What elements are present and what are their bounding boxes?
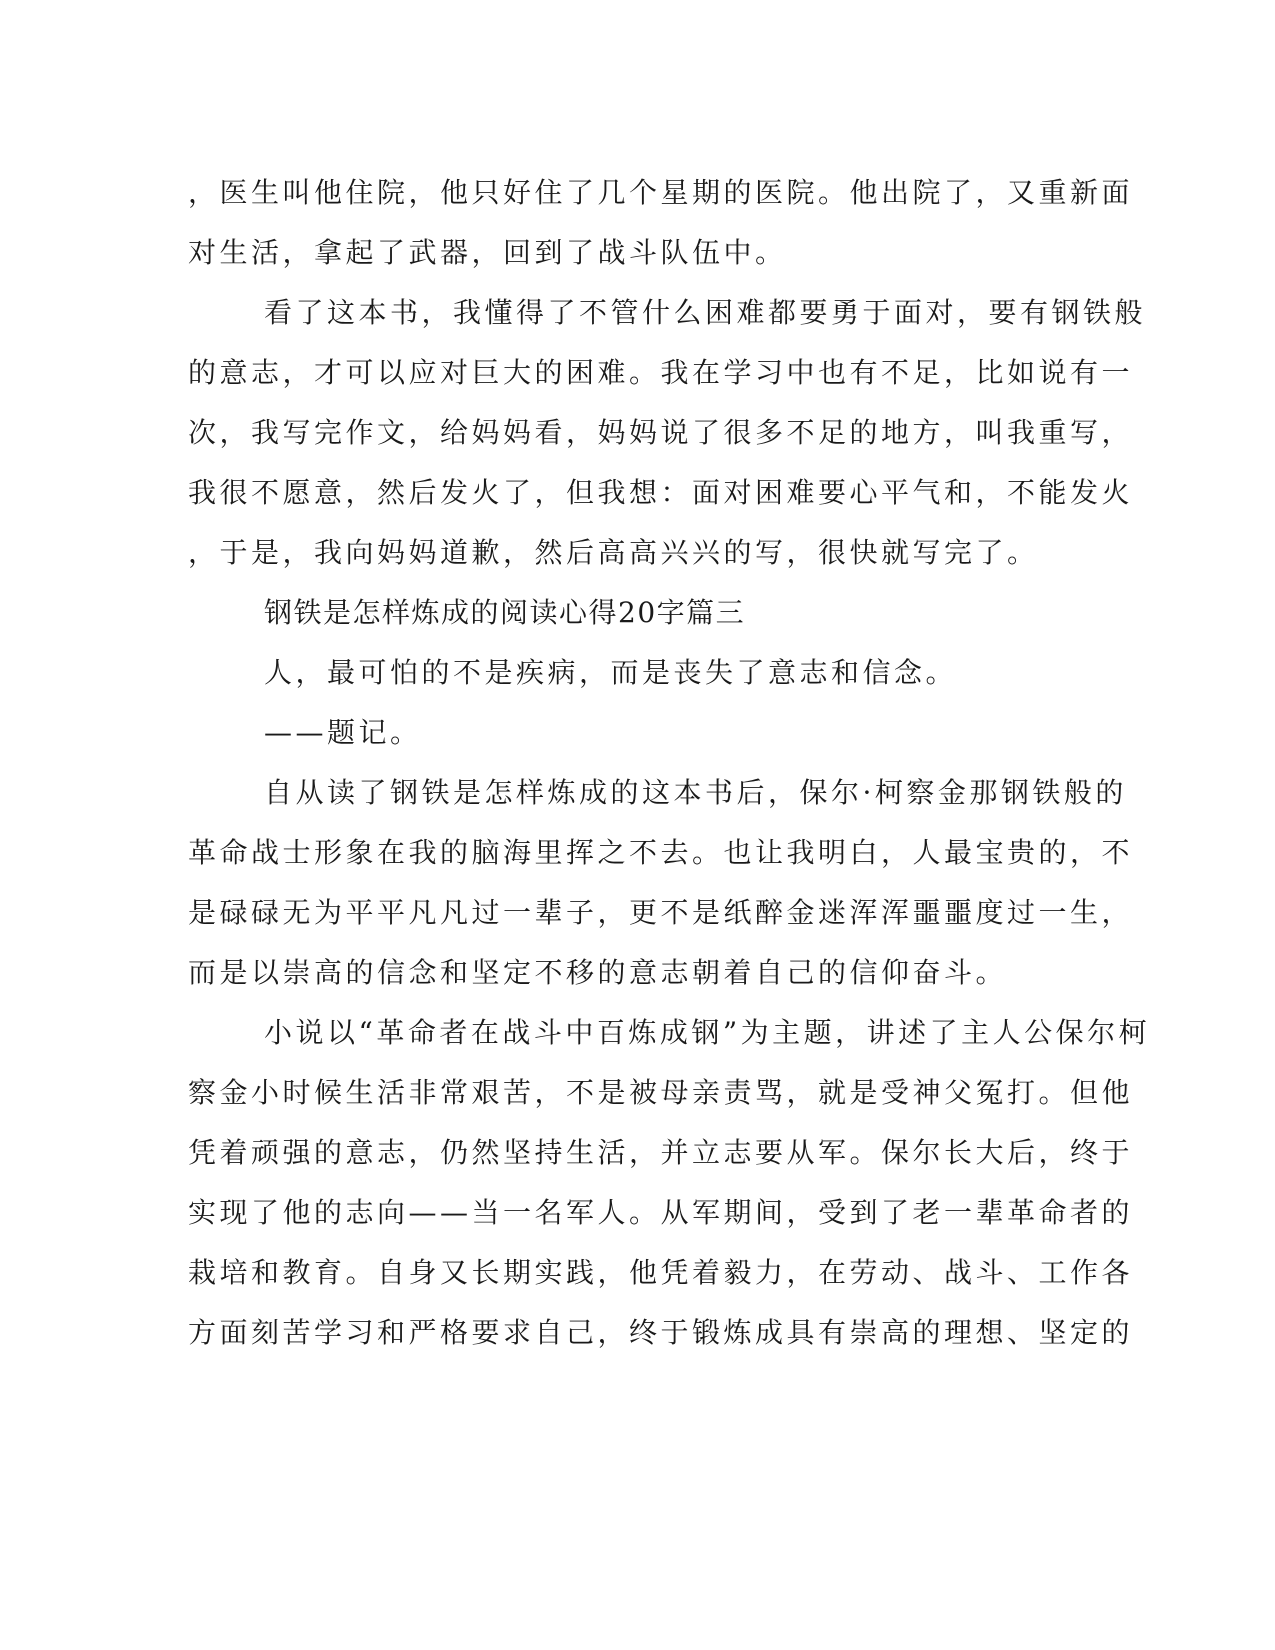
- body-line: ，于是，我向妈妈道歉，然后高高兴兴的写，很快就写完了。: [188, 536, 1039, 569]
- body-line: 的意志，才可以应对巨大的困难。我在学习中也有不足，比如说有一: [188, 356, 1134, 389]
- body-line: 我很不愿意，然后发火了，但我想：面对困难要心平气和，不能发火: [188, 476, 1134, 509]
- document-body: [188, 163, 1151, 1363]
- body-line: 而是以崇高的信念和坚定不移的意志朝着自己的信仰奋斗。: [188, 956, 1008, 989]
- body-line: 察金小时候生活非常艰苦，不是被母亲责骂，就是受神父冤打。但他: [188, 1076, 1134, 1109]
- body-line: 是碌碌无为平平凡凡过一辈子，更不是纸醉金迷浑浑噩噩度过一生，: [188, 896, 1134, 929]
- section-heading: 钢铁是怎样炼成的阅读心得20字篇三: [264, 596, 746, 629]
- body-line: 实现了他的志向——当一名军人。从军期间，受到了老一辈革命者的: [188, 1196, 1134, 1229]
- paragraph-first-line: 小说以“革命者在战斗中百炼成钢”为主题，讲述了主人公保尔柯: [264, 1016, 1151, 1049]
- paragraph-first-line: 看了这本书，我懂得了不管什么困难都要勇于面对，要有钢铁般: [264, 296, 1147, 329]
- body-line: 次，我写完作文，给妈妈看，妈妈说了很多不足的地方，叫我重写，: [188, 416, 1134, 449]
- body-line: 对生活，拿起了武器，回到了战斗队伍中。: [188, 236, 787, 269]
- paragraph-first-line: 自从读了钢铁是怎样炼成的这本书后，保尔·柯察金那钢铁般的: [264, 776, 1127, 809]
- body-line: 栽培和教育。自身又长期实践，他凭着毅力，在劳动、战斗、工作各: [188, 1256, 1134, 1289]
- epigraph-attribution: ——题记。: [264, 716, 422, 749]
- body-line: 凭着顽强的意志，仍然坚持生活，并立志要从军。保尔长大后，终于: [188, 1136, 1134, 1169]
- body-line: ，医生叫他住院，他只好住了几个星期的医院。他出院了，又重新面: [188, 176, 1134, 209]
- body-line: 方面刻苦学习和严格要求自己，终于锻炼成具有崇高的理想、坚定的: [188, 1316, 1134, 1349]
- body-line: 革命战士形象在我的脑海里挥之不去。也让我明白，人最宝贵的，不: [188, 836, 1134, 869]
- epigraph: 人，最可怕的不是疾病，而是丧失了意志和信念。: [264, 656, 958, 689]
